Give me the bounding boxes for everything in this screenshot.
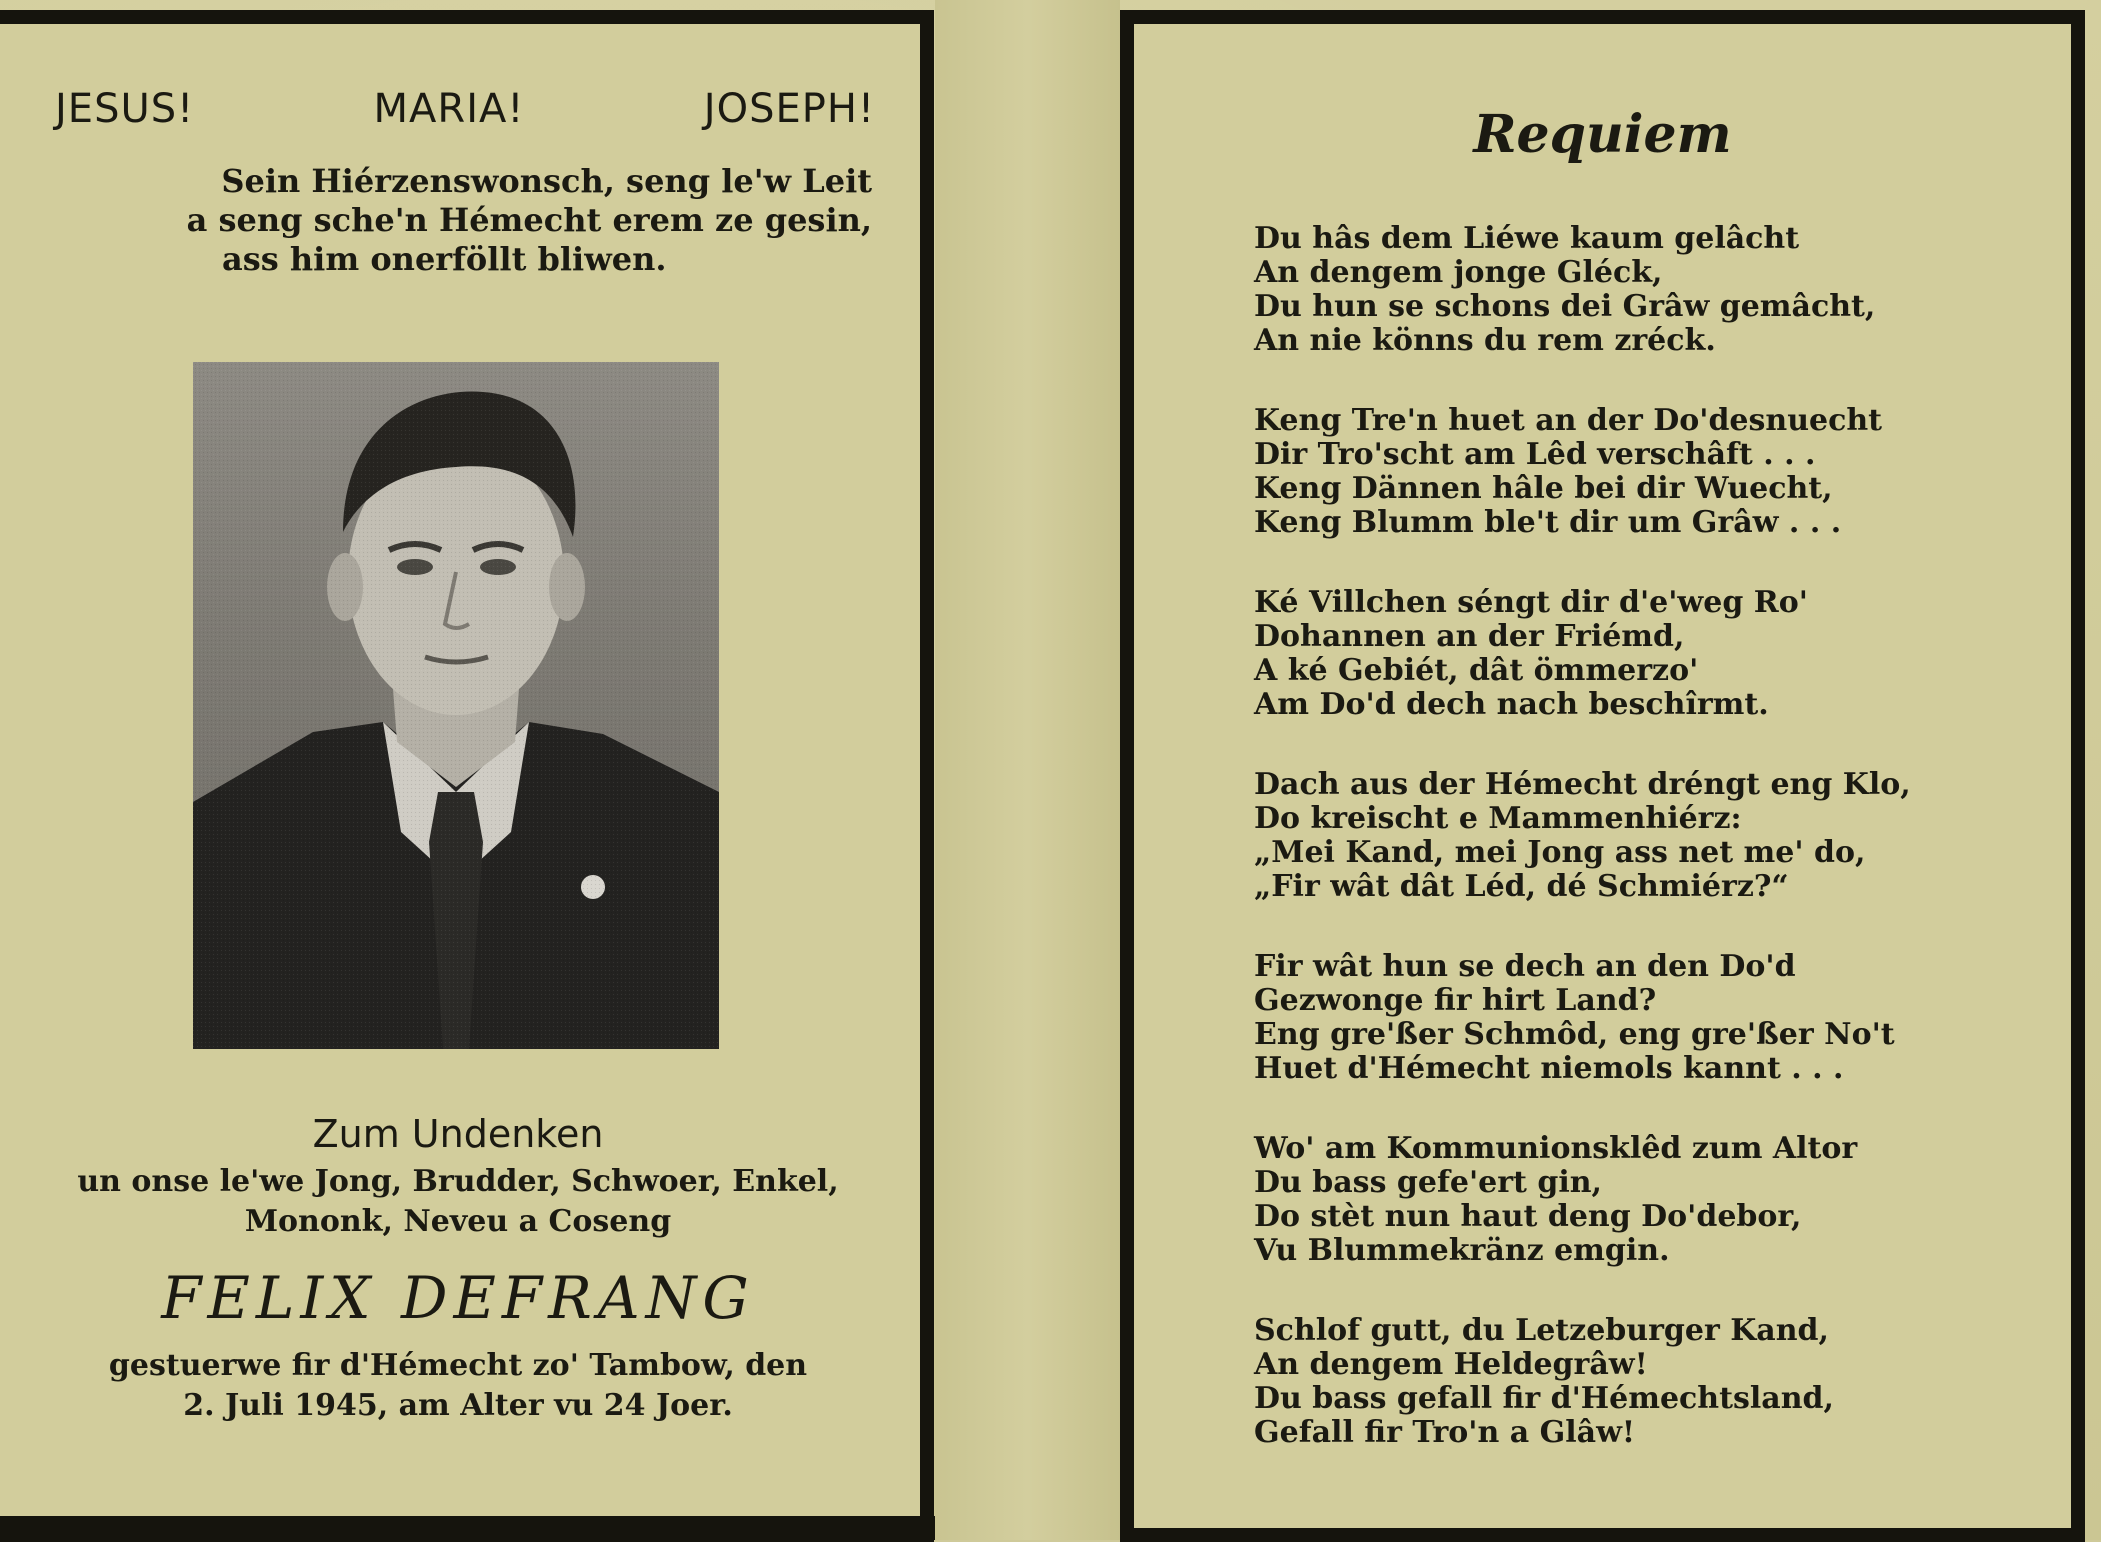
poem-line: „Mei Kand, mei Jong ass net me' do, xyxy=(1254,835,1866,870)
poem-stanza xyxy=(1254,1314,2054,1450)
poem-line: Dach aus der Hémecht dréngt eng Klo, xyxy=(1254,767,1911,802)
header-maria: MARIA! xyxy=(373,86,525,132)
poem-line: Fir wât hun se dech an den Do'd xyxy=(1254,949,1796,984)
poem-line: Dir Tro'scht am Lêd verschâft . . . xyxy=(1254,437,1816,472)
poem-line: Du hâs dem Liéwe kaum gelâcht xyxy=(1254,221,1800,256)
deceased-name: FELIX DEFRANG xyxy=(161,1264,755,1332)
portrait-illustration xyxy=(193,362,719,1049)
card-fold xyxy=(935,0,1120,1540)
relatives-line: Mononk, Neveu a Coseng xyxy=(244,1204,672,1239)
poem-line: An dengem Heldegrâw! xyxy=(1254,1347,1648,1382)
header-jesus: JESUS! xyxy=(55,86,195,132)
header-joseph: JOSEPH! xyxy=(703,86,875,132)
poem-stanza xyxy=(1254,768,2054,904)
poem-line: Schlof gutt, du Letzeburger Kand, xyxy=(1254,1313,1829,1348)
poem-line: Du hun se schons dei Grâw gemâcht, xyxy=(1254,289,1876,324)
poem-line: Do kreischt e Mammenhiérz: xyxy=(1254,801,1742,836)
poem-stanza xyxy=(1254,586,2054,722)
requiem-poem xyxy=(1254,222,2054,1496)
poem-stanza xyxy=(1254,950,2054,1086)
portrait-photo xyxy=(193,362,719,1049)
epigraph-line: ass him onerföllt bliwen. xyxy=(222,240,667,278)
poem-line: Keng Tre'n huet an der Do'desnuecht xyxy=(1254,403,1883,438)
memorial-text xyxy=(40,1112,876,1426)
poem-line: Dohannen an der Friémd, xyxy=(1254,619,1685,654)
poem-line: Keng Blumm ble't dir um Grâw . . . xyxy=(1254,505,1842,540)
poem-line: An dengem jonge Gléck, xyxy=(1254,255,1663,290)
death-notice-line: gestuerwe fir d'Hémecht zo' Tambow, den xyxy=(108,1348,808,1383)
bottom-border xyxy=(0,1516,935,1540)
poem-line: Gefall fir Tro'n a Glâw! xyxy=(1254,1415,1636,1450)
poem-line: Ké Villchen séngt dir d'e'weg Ro' xyxy=(1254,585,1808,620)
relatives-line: un onse le'we Jong, Brudder, Schwoer, Enkel, xyxy=(77,1164,839,1199)
memorial-heading: Zum Undenken xyxy=(312,1112,604,1156)
poem-line: Huet d'Hémecht niemols kannt . . . xyxy=(1254,1051,1844,1086)
poem-stanza xyxy=(1254,1132,2054,1268)
poem-line: Wo' am Kommunionsklêd zum Altor xyxy=(1254,1131,1858,1166)
poem-line: Am Do'd dech nach beschîrmt. xyxy=(1254,687,1769,722)
death-notice xyxy=(40,1346,876,1426)
poem-line: Eng gre'ßer Schmôd, eng gre'ßer No't xyxy=(1254,1017,1895,1052)
poem-line: Keng Dännen hâle bei dir Wuecht, xyxy=(1254,471,1833,506)
relatives xyxy=(40,1162,876,1242)
poem-line: Vu Blummekränz emgin. xyxy=(1254,1233,1670,1268)
poem-stanza xyxy=(1254,222,2054,358)
poem-line: Du bass gefe'ert gin, xyxy=(1254,1165,1602,1200)
poem-line: „Fir wât dât Léd, dé Schmiérz?“ xyxy=(1254,869,1789,904)
poem-line: Du bass gefall fir d'Hémechtsland, xyxy=(1254,1381,1834,1416)
poem-line: A ké Gebiét, dât ömmerzo' xyxy=(1254,653,1699,688)
death-notice-line: 2. Juli 1945, am Alter vu 24 Joer. xyxy=(183,1388,733,1423)
poem-line: An nie könns du rem zréck. xyxy=(1254,323,1716,358)
poem-line: Do stèt nun haut deng Do'debor, xyxy=(1254,1199,1802,1234)
epigraph-line: Sein Hiérzenswonsch, seng le'w Leit xyxy=(221,162,872,200)
epigraph-line: a seng sche'n Hémecht erem ze gesin, xyxy=(186,201,872,239)
poem-line: Gezwonge fir hirt Land? xyxy=(1254,983,1657,1018)
poem-title: Requiem xyxy=(1473,104,1732,165)
poem-stanza xyxy=(1254,404,2054,540)
holy-family-header xyxy=(55,86,875,132)
epigraph xyxy=(150,162,872,279)
